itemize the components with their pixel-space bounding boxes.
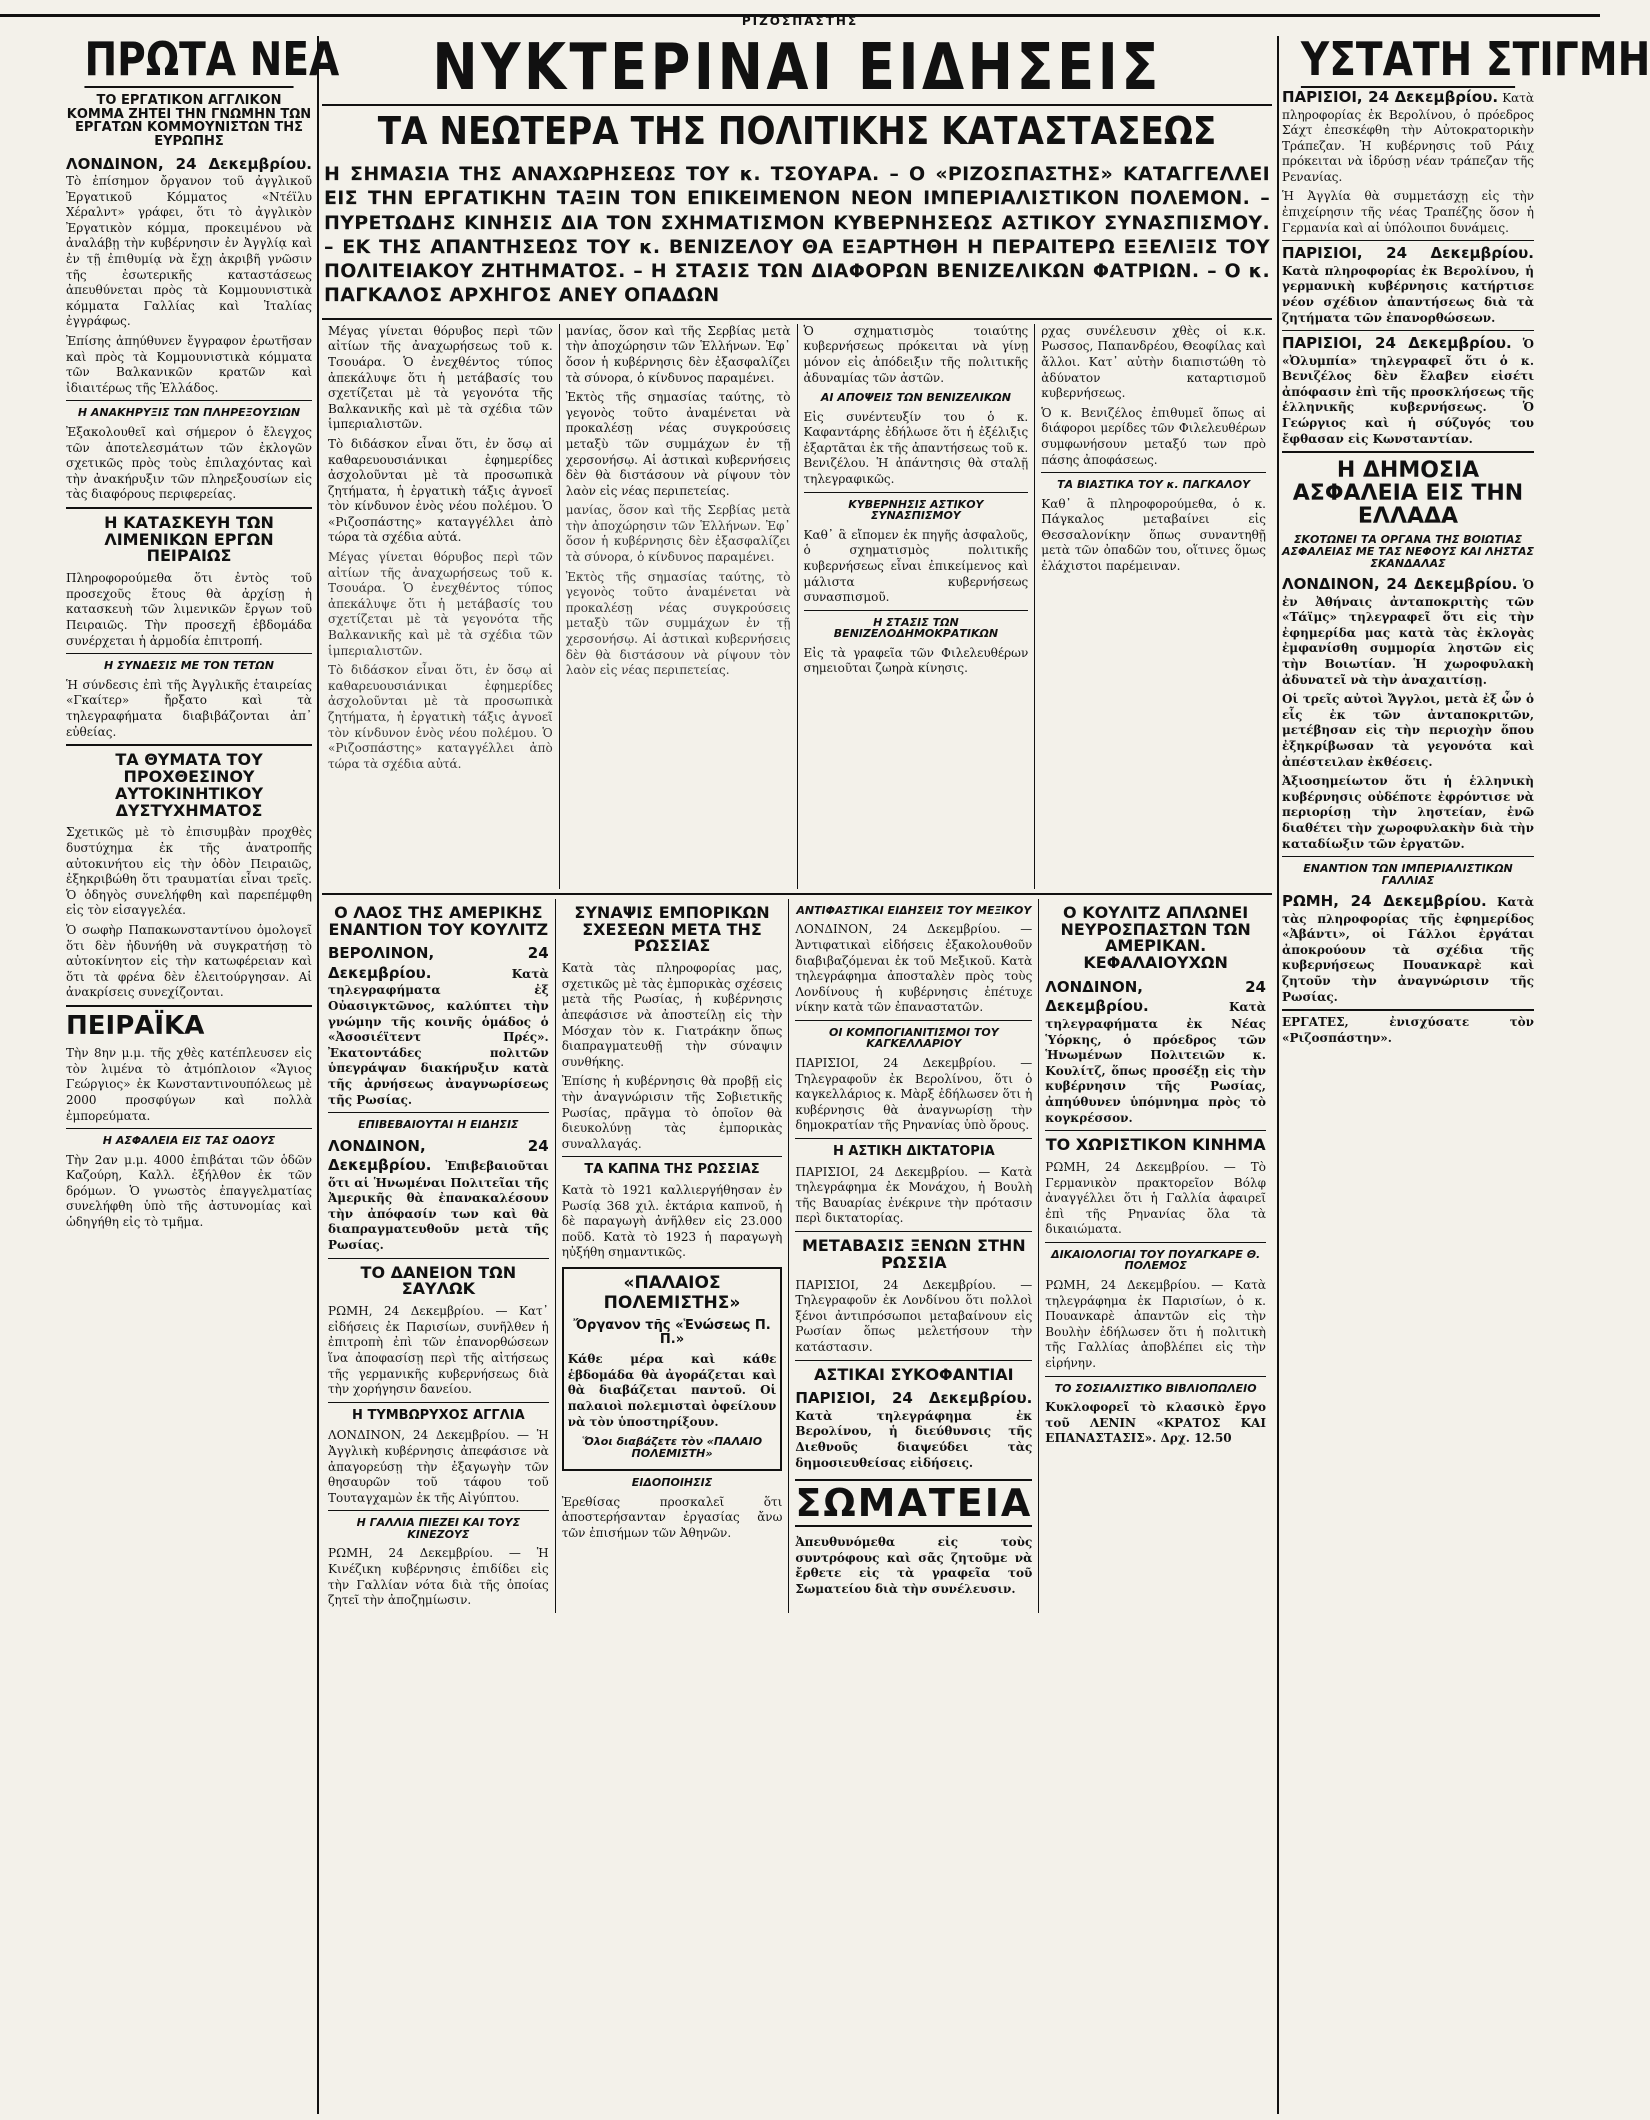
headline: Η ΣΤΑΣΙΣ ΤΩΝ ΒΕΝΙΖΕΛΟΔΗΜΟΚΡΑΤΙΚΩΝ (833, 615, 999, 641)
advertisement (562, 1267, 783, 1471)
section-title: ΣΩΜΑΤΕΙΑ (795, 1481, 1033, 1526)
divider (795, 1231, 1032, 1232)
article-text: Οἱ τρεῖς αὐτοὶ Ἄγγλοι, μετὰ ἐξ ὧν ὁ εἷς ἐκ τῶν ἀνταποκριτῶν, μετέβησαν εἰς τὴν περιοχὴν ὅπου ἐξηκρίβωσαν τὰ γεγονότα καὶ ἀπέστειλαν ἐκθέσεις. (1282, 692, 1534, 769)
article-text: Κατὰ τὰς πληροφορίας τῆς ἐφημερίδος «Ἀβάντι», οἱ Γάλλοι ἐργάται ἀποκρούουν τὰ σχέδια τῆς κυβερνήσεως Πουανκαρὲ καὶ ζητοῦν τὴν ἀναγνώρισιν τῆς Ρωσίας. (1282, 895, 1534, 1004)
headline: ΑΙ ΑΠΟΨΕΙΣ ΤΩΝ ΒΕΝΙΖΕΛΙΚΩΝ (820, 391, 1011, 405)
divider (1282, 240, 1534, 241)
article-text: Καθ᾽ ἃ πληροφορούμεθα, ὁ κ. Πάγκαλος μεταβαίνει εἰς Θεσσαλονίκην ὅπως συναντηθῇ μετὰ τῶν ὀπαδῶν του, οἵτινες ὅμως ἐλάχιστοι παρέμειναν. (1041, 496, 1266, 574)
headline: ΤΑ ΘΥΜΑΤΑ ΤΟΥ ΠΡΟΧΘΕΣΙΝΟΥ ΑΥΤΟΚΙΝΗΤΙΚΟΥ ΔΥΣΤΥΧΗΜΑΤΟΣ (114, 750, 264, 820)
article-text: Τὸ διδάσκον εἶναι ὅτι, ἐν ὅσῳ αἱ καθαρευουσιάνικαι ἐφημερίδες ἀσχολοῦνται μὲ τὰ προσωπικὰ ζητήματα, ἡ ἐργατικὴ τάξις ἀγνοεῖ τὸν κίνδυνον ἑνὸς νέου πολέμου. Ὁ «Ριζοσπάστης» καταγγέλλει ἀπὸ τώρα τὰ σχέδια αὐτά. (328, 436, 553, 545)
article-text: Μέγας γίνεται θόρυβος περὶ τῶν αἰτίων τῆς ἀναχωρήσεως τοῦ κ. Τσουάρα. Ὁ ἐνεχθέντος τύπος ἀπεκάλυψε ὅτι ἡ μετάβασίς του σχετίζεται μὲ τὰ γεγονότα τῆς Βαλκανικῆς καὶ μὲ τὰ σχέδια τῶν ἱμπεριαλιστῶν. (328, 323, 553, 432)
article-text: Ἐκτὸς τῆς σημασίας ταύτης, τὸ γεγονὸς τοῦτο ἀναμένεται νὰ προκαλέσῃ νέας συγκρούσεις μεταξὺ τῶν συμμάχων ἐν τῇ χερσονήσῳ. Αἱ ἀστικαὶ κυβερνήσεις δὲν θὰ διστάσουν νὰ ρίψουν τὸν λαὸν εἰς νέας περιπετείας. (565, 569, 791, 678)
article-text: ΛΟΝΔΙΝΟΝ, 24 Δεκεμβρίου. — Ἀντιφατικαὶ εἰδήσεις ἐξακολουθοῦν διαβιβαζόμεναι ἐκ τοῦ Μεξικοῦ. Κατὰ τηλεγράφημα ἀποσταλὲν πρὸς τοὺς Λονδίνους ἡ κυβέρνησις ἐπέτυχε νίκην κατὰ τῶν ἐπαναστατῶν. (795, 922, 1033, 1015)
headline: Η ΑΣΦΑΛΕΙΑ ΕΙΣ ΤΑΣ ΟΔΟΥΣ (102, 1134, 276, 1148)
article-column (559, 324, 797, 889)
headline: Ο ΚΟΥΛΙΤΖ ΑΠΛΩΝΕΙ ΝΕΥΡΟΣΠΑΣΤΩΝ ΤΩΝ ΑΜΕΡΙΚΑΝ. ΚΕΦΑΛΑΙΟΥΧΩΝ (1060, 902, 1251, 973)
divider (795, 1020, 1032, 1021)
article-text: Ἐκτὸς τῆς σημασίας ταύτης, τὸ γεγονὸς τοῦτο ἀναμένεται νὰ προκαλέσῃ νέας συγκρούσεις μεταξὺ τῶν συμμάχων ἐν τῇ χερσονήσῳ. Αἱ ἀστικαὶ κυβερνήσεις δὲν θὰ διστάσουν νὰ ρίψουν τὸν λαὸν εἰς νέας περιπετείας. (565, 390, 791, 498)
left-column (66, 32, 340, 2114)
article-text: Ἐξακολουθεῖ καὶ σήμερον ὁ ἔλεγχος τῶν ἀποτελεσμάτων τῶν ἐκλογῶν σχετικῶς πρὸς τοὺς ἐπιλαχόντας καὶ τὴν ἀνακήρυξιν τῶν πληρεξουσίων εἰς τὰς διαφόρους περιφερείας. (66, 424, 312, 502)
article-text: Κατὰ τὸ 1921 καλλιεργήθησαν ἐν Ρωσίᾳ 368 χιλ. ἑκτάρια καπνοῦ, ἡ δὲ παραγωγὴ ἀνῆλθεν εἰς 23.000 ποῦδ. Κατὰ τὸ 1923 ἡ παραγωγὴ ηὐξήθη σημαντικῶς. (561, 1182, 783, 1260)
divider (328, 1510, 549, 1511)
right-column (1282, 32, 1650, 2114)
divider (1282, 330, 1534, 331)
article-text: Σχετικῶς μὲ τὸ ἐπισυμβὰν προχθὲς δυστύχημα ἐκ τῆς ἀνατροπῆς αὐτοκινήτου εἰς τὴν ὁδὸν Πειραιῶς, ἐξηκριβώθη ὅτι τραυματίαι εἶναι τρεῖς. Ὁ ὁδηγὸς συνελήφθη καὶ παρεπέμφθη εἰς τὸν εἰσαγγελέα. (66, 825, 312, 918)
article-text: Κυκλοφορεῖ τὸ κλασικὸ ἔργο τοῦ ΛΕΝΙΝ «ΚΡΑΤΟΣ ΚΑΙ ΕΠΑΝΑΣΤΑΣΙΣ». Δρχ. 12.50 (1045, 1400, 1266, 1446)
article-column (1038, 899, 1272, 1613)
left-banner: ΠΡΩΤΑ ΝΕΑ (84, 32, 340, 86)
article-text: Τὴν 8ην μ.μ. τῆς χθὲς κατέπλευσεν εἰς τὸν λιμένα τὸ ἀτμόπλοιον «Ἅγιος Γεώργιος» ἐκ Κωνσταντινουπόλεως μὲ 2000 προσφύγων καὶ πολλὰ ἐμπορεύματα. (66, 1046, 312, 1123)
divider (66, 1005, 312, 1007)
article-text: Πληροφορούμεθα ὅτι ἐντὸς τοῦ προσεχοῦς ἔτους θὰ ἀρχίσῃ ἡ κατασκευὴ τῶν λιμενικῶν ἔργων τοῦ Πειραιῶς. Τὴν προσεχῆ ἑβδομάδα συνέρχεται ἡ ἀρμοδία ἐπιτροπή. (66, 571, 312, 648)
headline: ΣΥΝΑΨΙΣ ΕΜΠΟΡΙΚΩΝ ΣΧΕΣΕΩΝ ΜΕΤΑ ΤΗΣ ΡΩΣΣΙΑΣ (574, 902, 770, 956)
dateline: ΛΟΝΔΙΝΟΝ, 24 Δεκεμβρίου. (66, 154, 312, 173)
article-column (797, 324, 1035, 889)
article-text: Κατὰ πληροφορίας ἐκ Βερολίνου, ὁ πρόεδρος Σάχτ ἐπεσκέφθη τὴν Αὐτοκρατορικὴν Τράπεζαν. Ἡ κυβέρνησις τοῦ Ράιχ πρόκειται νὰ ἱδρύσῃ νέαν τράπεζαν τῆς Ρενανίας. (1282, 91, 1534, 184)
dateline: ΠΑΡΙΣΙΟΙ, 24 Δεκεμβρίου. (795, 1389, 1033, 1408)
article-column (1034, 324, 1272, 889)
divider (66, 1128, 312, 1129)
divider (1045, 1376, 1266, 1377)
subheadline: ΣΚΟΤΩΝΕΙ ΤΑ ΟΡΓΑΝΑ ΤΗΣ ΒΟΙΩΤΙΑΣ ΑΣΦΑΛΕΙΑΣ ΜΕ ΤΑΣ ΝΕΦΟΥΣ ΚΑΙ ΛΗΣΤΑΣ ΣΚΑΝΔΑΛΑΣ (1282, 533, 1534, 570)
article-text: Μέγας γίνεται θόρυβος περὶ τῶν αἰτίων τῆς ἀναχωρήσεως τοῦ κ. Τσουάρα. Ὁ ἐνεχθέντος τύπος ἀπεκάλυψε ὅτι ἡ μετάβασίς του σχετίζεται μὲ τὰ γεγονότα τῆς Βαλκανικῆς καὶ μὲ τὰ σχέδια τῶν ἱμπεριαλιστῶν. (328, 550, 553, 658)
headline: ΤΟ ΣΟΣΙΑΛΙΣΤΙΚΟ ΒΙΒΛΙΟΠΩΛΕΙΟ (1054, 1381, 1257, 1395)
column-rule (1277, 36, 1279, 2114)
headline: Η ΓΑΛΛΙΑ ΠΙΕΖΕΙ ΚΑΙ ΤΟΥΣ ΚΙΝΕΖΟΥΣ (356, 1516, 521, 1541)
headline: Η ΑΝΑΚΗΡΥΞΙΣ ΤΩΝ ΠΛΗΡΕΞΟΥΣΙΩΝ (77, 406, 301, 420)
divider (328, 1258, 549, 1259)
article-column (788, 899, 1038, 1613)
headline: ΟΙ ΚΟΜΠΟΓΙΑΝΙΤΙΣΜΟΙ ΤΟΥ ΚΑΓΚΕΛΛΑΡΙΟΥ (828, 1025, 999, 1051)
divider (66, 400, 312, 401)
headline: ΤΟ ΕΡΓΑΤΙΚΟΝ ΑΓΓΛΙΚΟΝ ΚΟΜΜΑ ΖΗΤΕΙ ΤΗΝ ΓΝΩΜΗΝ ΤΩΝ ΕΡΓΑΤΩΝ ΚΟΜΜΟΥΝΙΣΤΩΝ ΤΗΣ ΕΥΡΩΠΗΣ (66, 93, 312, 149)
article-text: Κατὰ τὰς πληροφορίας μας, σχετικῶς μὲ τὰς ἐμπορικὰς σχέσεις μετὰ τῆς Ρωσίας, ἡ κυβέρνησις ἀπεφάσισε νὰ ἀποστείλῃ εἰς τὴν Μόσχαν τὸν κ. Γιατράκην ὅπως διαπραγματευθῇ τὴν σύναψιν συνθήκης. (561, 961, 783, 1069)
center-section (322, 31, 1272, 2114)
column-rule (317, 36, 319, 2114)
ad-footer: Ὅλοι διαβάζετε τὸν «ΠΑΛΑΙΟ ΠΟΛΕΜΙΣΤΗ» (581, 1435, 763, 1460)
article-text: Ἡ Ἀγγλία θὰ συμμετάσχῃ εἰς τὴν ἐπιχείρησιν τῆς νέας Τραπέζης ὅσον ἡ Γερμανία καὶ αἱ ὑπόλοιποι δυνάμεις. (1282, 189, 1534, 235)
headline: ΑΝΤΙΦΑΣΤΙΚΑΙ ΕΙΔΗΣΕΙΣ ΤΟΥ ΜΕΞΙΚΟΥ (796, 903, 1032, 917)
article-text: Ὁ «Ὀλυμπία» τηλεγραφεῖ ὅτι ὁ κ. Βενιζέλος δὲν ἔλαβεν εἰσέτι ἀπόφασιν ἐπὶ τῆς προσκλήσεως τῆς ἑλληνικῆς κυβερνήσεως. Ὁ Γεώργιος καὶ ἡ σύζυγός του ἔφθασαν εἰς Κωνσταντίαν. (1282, 337, 1534, 446)
headline: ΑΣΤΙΚΑΙ ΣΥΚΟΦΑΝΤΙΑΙ (814, 1364, 1014, 1384)
bottom-article-row (322, 899, 1272, 1613)
divider (1282, 451, 1534, 453)
article-text: Ἡ σύνδεσις ἐπὶ τῆς Ἀγγλικῆς ἑταιρείας «Γκαίτερ» ἤρξατο καὶ τὰ τηλεγραφήματα διαβιβάζονται ἀπ᾽ εὐθείας. (66, 677, 312, 739)
divider (66, 744, 312, 746)
article-text: Κατὰ πληροφορίας ἐκ Βερολίνου, ἡ γερμανικὴ κυβέρνησις κατήρτισε νέον σχέδιον ἀπαντήσεως διὰ τὰ ζητήματα τῶν ἐπανορθώσεων. (1282, 263, 1534, 325)
headline: Η ΑΣΤΙΚΗ ΔΙΚΤΑΤΟΡΙΑ (832, 1143, 995, 1159)
divider (1045, 1242, 1266, 1243)
article-text: ΠΑΡΙΣΙΟΙ, 24 Δεκεμβρίου. — Κατὰ τηλεγράφημα ἐκ Μονάχου, ἡ Βουλὴ τῆς Βαυαρίας ἐνέκρινε τὴν πρότασιν περὶ δικτατορίας. (795, 1164, 1033, 1226)
article-text: Κατὰ τηλεγράφημα ἐκ Βερολίνου, ἡ διεύθυνσις τῆς Διεθνοῦς διαψεύδει τὰς δημοσιευθείσας εἰδήσεις. (795, 1408, 1033, 1470)
article-text: Κατὰ τηλεγραφήματα ἐκ Νέας Ὑόρκης, ὁ πρόεδρος τῶν Ἡνωμένων Πολιτειῶν κ. Κουλίτζ, ὅπως προσέξῃ εἰς τὴν κυβέρνησιν τῆς Ρωσίας, ἀπηύθυνεν ὑπόμνημα πρὸς τὸ κογκρέσσον. (1045, 1000, 1266, 1125)
article-text: ΡΩΜΗ, 24 Δεκεμβρίου. — Κατὰ τηλεγράφημα ἐκ Παρισίων, ὁ κ. Πουανκαρὲ ἀπαντῶν εἰς τὴν Βουλὴν ἐδήλωσεν ὅτι ἡ πολιτικὴ τῆς Γαλλίας ἀποβλέπει εἰς τὴν εἰρήνην. (1045, 1277, 1266, 1370)
article-text: Κατὰ τηλεγραφήματα ἐξ Οὐασιγκτῶνος, καλύπτει τὴν γνώμην τῆς κοινῆς ὁμάδος ὁ «Ἀσοσιέϊτεντ Πρές». Ἐκατοντάδες πολιτῶν ὑπεγράψαν διακήρυξιν κατὰ τῆς ἀρνήσεως ἀναγνωρίσεως τῆς Ρωσίας. (328, 966, 549, 1107)
article-text: Ἐπιβεβαιοῦται ὅτι αἱ Ἡνωμέναι Πολιτεῖαι τῆς Ἀμερικῆς θὰ ἐπανακαλέσουν τὴν ἀπόφασίν των καὶ θὰ διαπραγματευθοῦν μετὰ τῆς Ρωσίας. (328, 1159, 549, 1253)
divider (1041, 472, 1266, 473)
article-text: ΠΑΡΙΣΙΟΙ, 24 Δεκεμβρίου. — Τηλεγραφοῦν ἐκ Βερολίνου, ὅτι ὁ καγκελλάριος κ. Μὰρξ ἐδήλωσεν ὅτι ἡ κυβέρνησις θὰ ἀναγνωρίσῃ τὴν δημοκρατίαν τῆς Ρηνανίας ὑπὸ ὅρους. (795, 1055, 1033, 1133)
headline: ΠΕΙΡΑΪΚΑ (66, 1010, 205, 1041)
dateline: ΠΑΡΙΣΙΟΙ, 24 Δεκεμβρίου. (1282, 88, 1499, 106)
article-text: μανίας, ὅσον καὶ τῆς Σερβίας μετὰ τὴν ἀποχώρησιν τῶν Ἑλλήνων. Ἐφ᾽ ὅσον ἡ κυβέρνησις δὲν ἐξασφαλίζει τὰ σύνορα, ὁ κίνδυνος παραμένει. (565, 323, 791, 385)
article-column (322, 324, 559, 889)
article-text: Τὸ διδάσκον εἶναι ὅτι, ἐν ὅσῳ αἱ καθαρευουσιάνικαι ἐφημερίδες ἀσχολοῦνται μὲ τὰ προσωπικὰ ζητήματα, ἡ ἐργατικὴ τάξις ἀγνοεῖ τὸν κίνδυνον ἑνὸς νέου πολέμου. Ὁ «Ριζοσπάστης» καταγγέλλει ἀπὸ τώρα τὰ σχέδια αὐτά. (328, 663, 553, 771)
article-text: Τὸ ἐπίσημον ὄργανον τοῦ ἀγγλικοῦ Ἐργατικοῦ Κόμματος «Ντέϊλυ Χέραλντ» γράφει, ὅτι τὸ ἀγγλικὸν Ἐργατικὸν κόμμα, προκειμένου νὰ ἀναλάβῃ τὴν κυβέρνησιν ἐν Ἀγγλίᾳ καὶ ἐν τῇ ἐπιθυμίᾳ νὰ ἔχῃ ἀκριβῆ γνῶσιν τῆς ἐσωτερικῆς καταστάσεως ἀπευθύνεται πρὸς τὰ Κομμουνιστικὰ κόμματα Γαλλίας καὶ Ἰταλίας ἐγγράφως. (66, 174, 312, 329)
article-text: Ὁ ἐν Ἀθήναις ἀνταποκριτὴς τῶν «Τάϊμς» τηλεγραφεῖ ὅτι εἰς τὴν ἐφημερίδα μας κατὰ τὰς ἐκλογὰς ἐμφανίσθη συμμορία ληστῶν εἰς τὴν Βοιωτίαν. Ἡ χωροφυλακὴ ἀδυνατεῖ νὰ τὴν ἀναχαιτίσῃ. (1282, 578, 1534, 687)
divider (66, 507, 312, 509)
dateline: ΛΟΝΔΙΝΟΝ, 24 Δεκεμβρίου. (328, 1136, 549, 1175)
dateline: ΒΕΡΟΛΙΝΟΝ, 24 Δεκεμβρίου. (328, 944, 549, 982)
divider (322, 893, 1272, 895)
footer-appeal: ΕΡΓΑΤΕΣ, ἐνισχύσατε τὸν «Ριζοσπάστην». (1282, 1015, 1534, 1045)
article-text: Ἀπευθυνόμεθα εἰς τοὺς συντρόφους καὶ σᾶς ζητοῦμε νὰ ἔρθετε εἰς τὰ γραφεῖα τοῦ Σωματείου διὰ τὴν συνέλευσιν. (795, 1535, 1033, 1596)
article-text: Τὴν 2αν μ.μ. 4000 ἐπιβάται τῶν ὁδῶν Καζούρη, Καλλ. ἐξήλθον ἐκ τῶν δρόμων. Ὁ γνωστὸς ἐπαγγελματίας συνελήφθη ὑπὸ τῆς ἀστυνομίας καὶ ὡδηγήθη εἰς τὸ τμῆμα. (66, 1152, 312, 1230)
divider (795, 1360, 1032, 1361)
article-text: Ἀξιοσημείωτον ὅτι ἡ ἑλληνικὴ κυβέρνησις οὐδέποτε ἐφρόντισε νὰ περιορίσῃ τὴν ληστείαν, ἐνῶ διαθέτει τὴν χωροφυλακὴν διὰ τὴν καταδίωξιν τῶν ἐργατῶν. (1282, 774, 1534, 851)
ad-text: Κάθε μέρα καὶ κάθε ἑβδομάδα θὰ ἀγοράζεται καὶ θὰ διαβάζεται παντοῦ. Οἱ παλαιοὶ πολεμισταὶ ὀφείλουν νὰ τὸν ὑποστηρίξουν. (567, 1352, 777, 1429)
dateline: ΛΟΝΔΙΝΟΝ, 24 Δεκεμβρίου. (1045, 977, 1266, 1016)
headline: ΚΥΒΕΡΝΗΣΙΣ ΑΣΤΙΚΟΥ ΣΥΝΑΣΠΙΣΜΟΥ (848, 497, 984, 523)
article-text: Ὁ σωφὴρ Παπακωνσταντίνου ὁμολογεῖ ὅτι δὲν ἠδυνήθη νὰ συγκρατήσῃ τὸ αὐτοκίνητον εἰς τὴν κατωφέρειαν καὶ ὅτι τὰ φρένα δὲν ἐλειτούργησαν. Αἱ ἀνακρίσεις συνεχίζονται. (66, 922, 312, 1000)
main-headline: ΤΑ ΝΕΩΤΕΡΑ ΤΗΣ ΠΟΛΙΤΙΚΗΣ ΚΑΤΑΣΤΑΣΕΩΣ (377, 109, 1217, 153)
headline: ΤΑ ΒΙΑΣΤΙΚΑ ΤΟΥ κ. ΠΑΓΚΑΛΟΥ (1057, 478, 1251, 492)
divider (66, 653, 312, 654)
article-column (322, 899, 555, 1613)
article-text: Ἐρεθίσας προσκαλεῖ ὅτι ἀποστερήσανταν ἐργασίας ἄνω τῶν ἐπισήμων τῶν Ἀθηνῶν. (561, 1494, 783, 1540)
article-text: ΠΑΡΙΣΙΟΙ, 24 Δεκεμβρίου. — Τηλεγραφοῦν ἐκ Λονδίνου ὅτι πολλοὶ ξένοι ἀντιπρόσωποι μεταβαίνουν εἰς Ρωσίαν ὅπως μελετήσουν τὴν κατάστασιν. (795, 1277, 1033, 1354)
masthead-title: ΡΙΖΟΣΠΑΣΤΗΣ (741, 14, 859, 28)
headline-summary: Η ΣΗΜΑΣΙΑ ΤΗΣ ΑΝΑΧΩΡΗΣΕΩΣ ΤΟΥ κ. ΤΣΟΥΑΡΑ. – Ο «ΡΙΖΟΣΠΑΣΤΗΣ» ΚΑΤΑΓΓΕΛΛΕΙ ΕΙΣ ΤΗΝ ΕΡΓΑΤΙΚΗΝ ΤΑΞΙΝ ΤΟΝ ΕΠΙΚΕΙΜΕΝΟΝ ΝΕΟΝ ΙΜΠΕΡΙΑΛΙΣΤΙΚΟΝ ΠΟΛΕΜΟΝ. – ΠΥΡΕΤΩΔΗΣ ΚΙΝΗΣΙΣ ΔΙΑ ΤΟΝ ΣΧΗΜΑΤΙΣΜΟΝ ΚΥΒΕΡΝΗΣΕΩΣ ΑΣΤΙΚΟΥ ΣΥΝΑΣΠΙΣΜΟΥ. – ΕΚ ΤΗΣ ΑΠΑΝΤΗΣΕΩΣ ΤΟΥ κ. ΒΕΝΙΖΕΛΟΥ ΘΑ ΕΞΑΡΤΗΘΗ Η ΠΕΡΑΙΤΕΡΩ ΕΞΕΛΙΞΙΣ ΤΟΥ ΠΟΛΙΤΕΙΑΚΟΥ ΖΗΤΗΜΑΤΟΣ. – Η ΣΤΑΣΙΣ ΤΩΝ ΔΙΑΦΟΡΩΝ ΒΕΝΙΖΕΛΙΚΩΝ ΦΑΤΡΙΩΝ. – Ο κ. ΠΑΓΚΑΛΟΣ ΑΡΧΗΓΟΣ ΑΝΕΥ ΟΠΑΔΩΝ (324, 162, 1270, 307)
article-text: Εἰς τὰ γραφεῖα τῶν Φιλελευθέρων σημειοῦται ζωηρὰ κίνησις. (803, 645, 1029, 676)
headline: ΔΙΚΑΙΟΛΟΓΙΑΙ ΤΟΥ ΠΟΥΑΓΚΑΡΕ Θ. ΠΟΛΕΜΟΣ (1051, 1247, 1261, 1273)
dateline: ΛΟΝΔΙΝΟΝ, 24 Δεκεμβρίου. (1282, 575, 1518, 594)
headline: ΕΝΑΝΤΙΟΝ ΤΩΝ ΙΜΠΕΡΙΑΛΙΣΤΙΚΩΝ ΓΑΛΛΙΑΣ (1303, 862, 1513, 887)
article-text: ΡΩΜΗ, 24 Δεκεμβρίου. — Τὸ Γερμανικὸν πρακτορεῖον Βόλφ ἀναγγέλλει ὅτι ἡ Γαλλία ἀφαιρεῖ ἐπὶ τῆς Ρηνανίας ὅλα τὰ δικαιώματα. (1045, 1159, 1266, 1237)
divider (1282, 856, 1534, 857)
divider (804, 492, 1029, 493)
center-banner: ΝΥΚΤΕΡΙΝΑΙ ΕΙΔΗΣΕΙΣ (432, 31, 1162, 105)
divider (795, 1138, 1032, 1139)
article-text: μανίας, ὅσον καὶ τῆς Σερβίας μετὰ τὴν ἀποχώρησιν τῶν Ἑλλήνων. Ἐφ᾽ ὅσον ἡ κυβέρνησις δὲν ἐξασφαλίζει τὰ σύνορα, ὁ κίνδυνος παραμένει. (565, 503, 791, 565)
divider (804, 610, 1029, 611)
headline: Η ΣΥΝΔΕΣΙΣ ΜΕ ΤΟΝ ΤΕΤΩΝ (104, 659, 274, 673)
divider (1045, 1130, 1266, 1131)
headline: ΤΟ ΧΩΡΙΣΤΙΚΟΝ ΚΙΝΗΜΑ (1045, 1135, 1266, 1155)
divider (322, 318, 1272, 320)
ad-title: «ΠΑΛΑΙΟΣ ΠΟΛΕΜΙΣΤΗΣ» (603, 1272, 741, 1313)
headline: Η ΚΑΤΑΣΚΕΥΗ ΤΩΝ ΛΙΜΕΝΙΚΩΝ ΕΡΓΩΝ ΠΕΙΡΑΙΩΣ (104, 512, 274, 566)
dateline: ΡΩΜΗ, 24 Δεκεμβρίου. (1282, 892, 1487, 911)
divider (562, 1156, 783, 1157)
article-column (555, 899, 789, 1613)
headline: Η ΔΗΜΟΣΙΑ ΑΣΦΑΛΕΙΑ ΕΙΣ ΤΗΝ ΕΛΛΑΔΑ (1292, 458, 1524, 530)
divider (1282, 1009, 1534, 1011)
article-text: ΡΩΜΗ, 24 Δεκεμβρίου. — Κατ᾽ εἰδήσεις ἐκ Παρισίων, συνῆλθεν ἡ ἐπιτροπὴ ἐπὶ τῶν ἐπανορθώσεων ἵνα ἀποφασίσῃ περὶ τῆς αἰτήσεως τῆς γερμανικῆς κυβερνήσεως διὰ τὴν χορήγησιν δανείου. (328, 1304, 549, 1397)
dateline: ΠΑΡΙΣΙΟΙ, 24 Δεκεμβρίου. (1282, 244, 1534, 263)
article-text: ρχας συνέλευσιν χθὲς οἱ κ.κ. Ρωσσος, Παπανδρέου, Θεοφίλας καὶ ἄλλοι. Κατ᾽ αὐτὴν διαπιστώθη τὸ ἀδύνατον καταρτισμοῦ κυβερνήσεως. (1041, 323, 1266, 401)
article-text: Εἰς συνέντευξίν του ὁ κ. Καφαντάρης ἐδήλωσε ὅτι ἡ ἐξέλιξις ἐξαρτᾶται ἐκ τῆς ἀπαντήσεως τοῦ κ. Βενιζέλου. Ἡ ἀπάντησις θὰ σταλῇ τηλεγραφικῶς. (803, 409, 1029, 487)
headline: Η ΤΥΜΒΩΡΥΧΟΣ ΑΓΓΛΙΑ (352, 1407, 525, 1423)
article-text: Ἐπίσης ἀπηύθυνεν ἔγγραφον ἐρωτῆσαν καὶ πρὸς τὰ Κομμουνιστικὰ κόμματα τῶν Βαλκανικῶν κρατῶν καὶ ἰδιαιτέρως τῆς Ἑλλάδος. (66, 334, 312, 395)
article-text: ΡΩΜΗ, 24 Δεκεμβρίου. — Ἡ Κινέζικη κυβέρνησις ἐπιδίδει εἰς τὴν Γαλλίαν νότα διὰ τῆς ὁποίας ζητεῖ τὴν ἀποζημίωσιν. (328, 1546, 549, 1608)
headline: Ο ΛΑΟΣ ΤΗΣ ΑΜΕΡΙΚΗΣ ΕΝΑΝΤΙΟΝ ΤΟΥ ΚΟΥΛΙΤΖ (328, 902, 549, 939)
headline: ΜΕΤΑΒΑΣΙΣ ΞΕΝΩΝ ΣΤΗΝ ΡΩΣΣΙΑ (801, 1235, 1026, 1272)
headline: ΤΟ ΔΑΝΕΙΟΝ ΤΩΝ ΣΑΥΛΩΚ (360, 1262, 517, 1299)
divider (328, 1112, 549, 1113)
article-text: Ὁ κ. Βενιζέλος ἐπιθυμεῖ ὅπως αἱ διάφοροι μερίδες τῶν Φιλελευθέρων συμφωνήσουν μεταξύ των πρὸ πάσης ἀποφάσεως. (1041, 405, 1266, 467)
right-banner: ΥΣΤΑΤΗ ΣΤΙΓΜΗ (1300, 32, 1650, 86)
article-text: Ἐπίσης ἡ κυβέρνησις θὰ προβῇ εἰς τὴν ἀναγνώρισιν τῆς Σοβιετικῆς Ρωσίας, πρᾶγμα τὸ ὁποῖον θὰ διευκολύνῃ τὰς ἐμπορικὰς συναλλαγάς. (561, 1074, 783, 1151)
top-article-row (322, 324, 1272, 889)
article-text: Καθ᾽ ἃ εἴπομεν ἐκ πηγῆς ἀσφαλοῦς, ὁ σχηματισμὸς πολιτικῆς κυβερνήσεως εἶναι ἐπικείμενος καὶ μάλιστα κυβερνήσεως συνασπισμοῦ. (803, 527, 1029, 605)
divider (328, 1402, 549, 1403)
headline: ΕΠΙΒΕΒΑΙΟΥΤΑΙ Η ΕΙΔΗΣΙΣ (358, 1118, 519, 1132)
article-text: ΛΟΝΔΙΝΟΝ, 24 Δεκεμβρίου. — Ἡ Ἀγγλικὴ κυβέρνησις ἀπεφάσισε νὰ ἀπαγορεύσῃ τὴν ἐξαγωγὴν τῶν θησαυρῶν τοῦ τάφου τοῦ Τουταγχαμὼν ἐκ τῆς Αἰγύπτου. (328, 1428, 549, 1505)
headline: ΤΑ ΚΑΠΝΑ ΤΗΣ ΡΩΣΣΙΑΣ (584, 1162, 760, 1178)
headline: ΕΙΔΟΠΟΙΗΣΙΣ (631, 1476, 713, 1490)
dateline: ΠΑΡΙΣΙΟΙ, 24 Δεκεμβρίου. (1282, 334, 1512, 353)
ad-subtitle: Ὄργανον τῆς «Ἑνώσεως Π. Π.» (573, 1317, 771, 1347)
article-text: Ὁ σχηματισμὸς τοιαύτης κυβερνήσεως πρόκειται νὰ γίνῃ μόνον εἰς ἀπόδειξιν τῆς πολιτικῆς ἀδυναμίας τῶν ἀστῶν. (803, 323, 1029, 385)
